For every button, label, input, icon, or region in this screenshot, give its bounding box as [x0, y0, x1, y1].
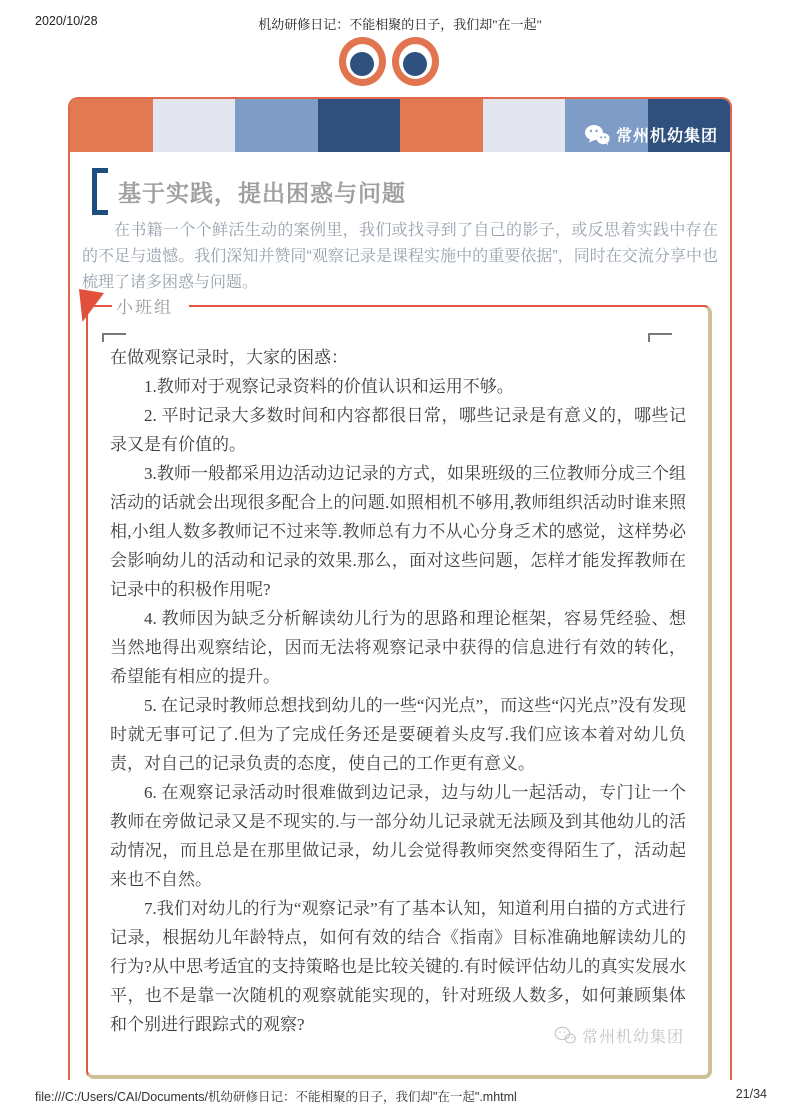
content-paragraph: 4. 教师因为缺乏分析解读幼儿行为的思路和理论框架，容易凭经验、想当然地得出观察结论，因而无法将观察记录中获得的信息进行有效的转化，希望能有相应的提升。	[110, 609, 686, 686]
footer-page-number: 21/34	[735, 1087, 767, 1101]
stripe-banner	[70, 99, 730, 152]
group-label	[79, 289, 189, 322]
eye-pupil	[403, 52, 427, 76]
print-header-title: 机幼研修日记：不能相聚的日子，我们却"在一起"	[258, 17, 542, 32]
footer-file-url: file:///C:/Users/CAI/Documents/机幼研修日记：不能相聚的日子，我们却"在一起".mhtml	[35, 1090, 517, 1104]
wechat-account-badge	[584, 123, 718, 146]
eye-icon	[392, 37, 439, 86]
stripe-segment	[153, 99, 236, 152]
content-paragraph: 7.我们对幼儿的行为“观察记录”有了基本认知，知道利用白描的方式进行记录，根据幼儿年龄特点，如何有效的结合《指南》目标准确地解读幼儿的行为?从中思考适宜的支持策略也是比较关键的.有时候评估幼儿的真实发展水平，也不是靠一次随机的观察就能实现的，针对班级人数多，如何兼顾集体和个别进行跟踪式的观察?	[110, 899, 686, 1034]
content-paragraph: 6. 在观察记录活动时很难做到边记录，边与幼儿一起活动，专门让一个教师在旁做记录又是不现实的.与一部分幼儿记录就无法顾及到其他幼儿的活动情况，而且总是在那里做记录，幼儿会觉得教师突然变得陌生了，活动起来也不自然。	[110, 783, 686, 889]
stripe-segment	[318, 99, 401, 152]
eye-icon	[339, 37, 386, 86]
article-card	[68, 97, 732, 1080]
wechat-account-name: 常州机幼集团	[615, 128, 718, 145]
intro-paragraph: 在书籍一个个鲜活生动的案例里，我们或找寻到了自己的影子，或反思着实践中存在的不足与遗憾。我们深知并赞同“观察记录是课程实施中的重要依据”，同时在交流分享中也梳理了诸多困惑与问题。	[82, 222, 718, 291]
page-title: 基于实践，提出困惑与问题	[118, 180, 406, 206]
stripe-segment	[483, 99, 566, 152]
watermark-text: 常州机幼集团	[581, 1029, 684, 1046]
watermark-wechat-icon	[554, 1026, 576, 1045]
corner-mark-icon	[102, 333, 126, 342]
content-paragraph: 3.教师一般都采用边活动边记录的方式，如果班级的三位教师分成三个组活动的话就会出现很多配合上的问题.如照相机不够用,教师组织活动时谁来照相,小组人数多教师记不过来等.教师总有力不从心分身乏术的感觉，这样势必会影响幼儿的活动和记录的效果.那么，面对这些问题，怎样才能发挥教师在记录中的积极作用呢?	[110, 464, 686, 599]
eyes-decoration	[339, 37, 439, 86]
eye-pupil	[350, 52, 374, 76]
content-paragraph: 2. 平时记录大多数时间和内容都很日常，哪些记录是有意义的，哪些记录又是有价值的。	[110, 406, 686, 454]
content-paragraph: 5. 在记录时教师总想找到幼儿的一些“闪光点”，而这些“闪光点”没有发现时就无事可记了.但为了完成任务还是要硬着头皮写.我们应该本着对幼儿负责，对自己的记录负责的态度，使自己的工作更有意义。	[110, 696, 686, 773]
stripe-segment	[70, 99, 153, 152]
watermark	[554, 1024, 684, 1047]
stripe-segment	[235, 99, 318, 152]
flag-icon	[79, 289, 104, 322]
content-box	[86, 298, 712, 1079]
paragraph-list	[110, 343, 686, 1039]
group-label-text: 小班组	[112, 293, 189, 318]
content-paragraph: 1.教师对于观察记录资料的价值认识和运用不够。	[144, 377, 514, 396]
stripe-segment	[400, 99, 483, 152]
print-header-date: 2020/10/28	[35, 14, 98, 28]
bracket-icon	[92, 168, 108, 215]
wechat-icon	[584, 124, 610, 146]
content-paragraph: 在做观察记录时，大家的困惑：	[110, 348, 348, 367]
section-title-row	[92, 166, 730, 218]
corner-mark-icon	[648, 333, 672, 342]
